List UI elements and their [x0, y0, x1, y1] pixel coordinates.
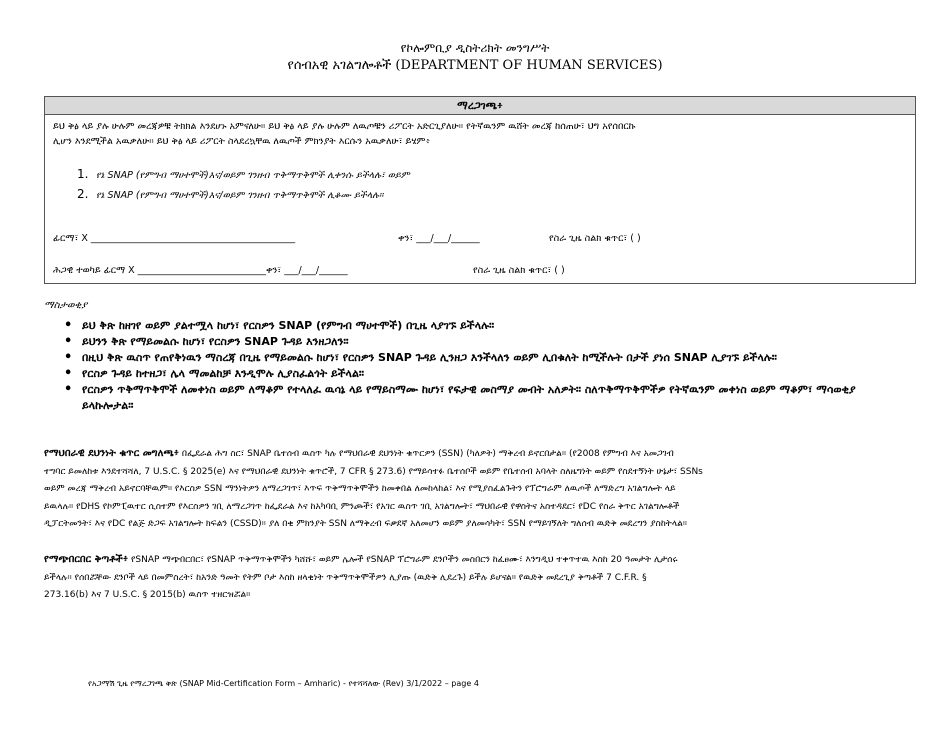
ssn-statement-heading: የማህበራዊ ደህንነት ቁጥር መግለጫ፥	[44, 448, 180, 459]
notice-item: • በዚህ ቅጽ ዉስጥ የጠየቅነዉን ማስረጃ በጊዜ የማይመልሱ ከሆነ፣ የርስዎን SNAP ጉዳይ ሊንዘጋ እንችላለን ወይም ሊበቁለት ከሚችሉት በታች ያነሰ SNAP ሊያገኙ ይችላሉ።	[64, 350, 904, 366]
notice-list	[64, 318, 904, 414]
agency-name: የኮሎምቢያ ዲስትሪክት መንግሥት	[400, 41, 550, 55]
notice-item: • የርስዎ ጉዳይ ከተዘጋ፣ ሌላ ማመልከቻ እንዲሞሉ ሊያስፈልጎት ይችላል።	[64, 366, 904, 382]
fraud-penalties: የማጭበርበር ቅጣቶች፥ የSNAP ማጭበርበር፣ የSNAP ጥቅማጥቅሞችን ካሸሹ፣ ወይም ሌሎች የSNAP ፕሮግራም ደንቦችን መስበርን ከፈፀሙ፣ እንግዲህ ተቀጥተዉ እስከ 20 ዓመታት ሊታሰሩ ይችላሉ። የሰበሯቸው ደንቦች ላይ በመምስረት፣ ከአንድ ዓመት የትም ቦታ እስከ ዘላቂነት ጥቅማጥቅሞችዎን ሊያጡ (ዉድቅ ሊደረጉ) ይችሉ ይሆናል። የዉድቅ መደረጊያ ቅጣቶች 7 C.F.R. § 273.16(b) እና 7 U.S.C. § 2015(b) ዉስጥ ተዘርዝሯል።	[44, 554, 678, 600]
notice-heading: ማስታወቂያ	[44, 300, 88, 311]
certification-intro-line-2: ሊሆን እንደሚችል አዉቃለሁ። ይህ ቅፅ ላይ ሪፖርት ስላደረኳቸዉ ለዉጦች ምክንያት እርሱን አዉቃለሁ፣ ይሄም፥	[53, 136, 431, 147]
notice-item: • ይህ ቅጽ ከዘገየ ወይም ያልተሟላ ከሆነ፣ የርስዎን SNAP (የምግብ ማሀተሞች) በጊዜ ላያገኙ ይችላሉ።	[64, 318, 904, 334]
consequence-list	[77, 165, 907, 205]
page-footer: የአጋማሽ ጊዜ የማረጋገጫ ቅጽ (SNAP Mid-Certification Form – Amharic) - የተሻሻለው (Rev) 3/1/2022 – page 4	[88, 679, 479, 688]
signature-date-field[interactable]: ቀን፣ ___/___/______	[398, 233, 480, 244]
signature-field[interactable]: ፊርማ፣ X ___________________________________________	[53, 233, 296, 244]
ssn-statement: የማህበራዊ ደህንነት ቁጥር መግለጫ፥ በፌደራል ሕግ ስር፣ SNAP ቤተሰብ ዉስጥ ካሉ የማህበራዊ ደህንነት ቁጥርዎን (SSN) (ካለዎት) ማቅረብ ይኖርበታል። (የ2008 የምግብ እና አመጋገብ ተግባር ይመለከቱ እንደተሻሻለ, 7 U.S.C. § 2025(e) እና የማህበራዊ ደህንነት ቁጥሮች, 7 CFR § 273.6) የማይሳተፉ ቤተሰቦች ወይም የቤተሰብ አባላት ስለዜግነት ወይም የስደተኝነት ሁኔታ፣ SSNs ወይም መረጃ ማቅረብ አይኖርባቸዉም። የእርስዎ SSN ማንነትዎን ለማረጋገጥ፣ እጥፍ ጥቅማጥቅሞችን ከመቀበል ለመከላከል፣ እና የሚያስፈልጉትን የፕሮግራም ለዉጦች ለማድረግ አገልግሎት ላይ ይዉላሉ። የDHS የኮምፒዉተር ሲስተም የእርስዎን ገቢ ለማረጋገጥ ከፌደራል እና ከአካባቢ ምንጮች፣ የአገር ዉስጥ ገቢ አገልግሎት፣ ማህበራዊ የዋስትና አስተዳደር፣ የDC የስራ ቅጥር አገልግሎቶች ዲፓርትመንት፣ እና የDC የልጅ ድጋፍ አገልግሎት ክፍልን (CSSD)። ያለ በቂ ምክንያት SSN ለማቅረብ ፍቃደኛ አለመሆን ወይም ያለመሳካት፣ SSN የማይገኝለት ግለሰብ ዉድቅ መደረግን ያስከትላል።	[44, 448, 703, 529]
consequence-item: 1. የኔ SNAP (የምግብ ማሀተሞች)እና/ወይም ገንዘብ ጥቅማጥቅሞች ሊቀንሱ ይችላሉ፣ ወይም	[77, 167, 410, 181]
notice-item: • ይህንን ቅጽ የማይመልሱ ከሆነ፣ የርስዎን SNAP ጉዳይ እንዘጋለን።	[64, 334, 904, 350]
page-header	[0, 40, 950, 74]
certification-intro-line-1: ይህ ቅፅ ላይ ያሉ ሁሉም መረጃዎቹ ትክክል እንደሆኑ አምናለሁ። ይህ ቅፅ ላይ ያሉ ሁሉም ለዉጦቹን ሪፖርት አድርጊያለሁ። የትኛዉንም ዉሸት መረጃ ከሰጠሁ፣ ህግ አየሰበርኩ	[53, 121, 636, 132]
fraud-penalties-heading: የማጭበርበር ቅጣቶች፥	[44, 554, 129, 565]
certification-box	[44, 96, 916, 284]
certification-title: ማረጋገጫ፥	[45, 97, 915, 115]
notice-item: • የርስዎን ጥቅማጥቅሞች ለመቀነስ ወይም ለማቆም የተላለፈ ዉሳኔ ላይ የማይስማሙ ከሆነ፣ የፍታዊ መስማያ መብት አለዎት። ስለጥቅማጥቅሞችዎ የትኛዉንም መቀነስ ወይም ማቆም፣ ማሳወቂያ ይላኩሎታል።	[64, 382, 904, 414]
consequence-item: 2. የኔ SNAP (የምግብ ማሀተሞች)እና/ወይም ገንዘብ ጥቅማጥቅሞች ሊቆሙ ይችላሉ።	[77, 187, 384, 201]
work-phone-field[interactable]: የስራ ጊዜ ስልክ ቁጥር፣ ( )	[549, 233, 641, 244]
representative-phone-field[interactable]: የስራ ጊዜ ስልክ ቁጥር፣ ( )	[473, 265, 565, 276]
department-name: የሰብአዊ አገልግሎቶች (DEPARTMENT OF HUMAN SERVICES)	[287, 58, 663, 73]
representative-signature-field[interactable]: ሕጋዊ ተወካይ ፊርማ X ___________________________ቀን፣ ___/___/______	[53, 265, 348, 276]
